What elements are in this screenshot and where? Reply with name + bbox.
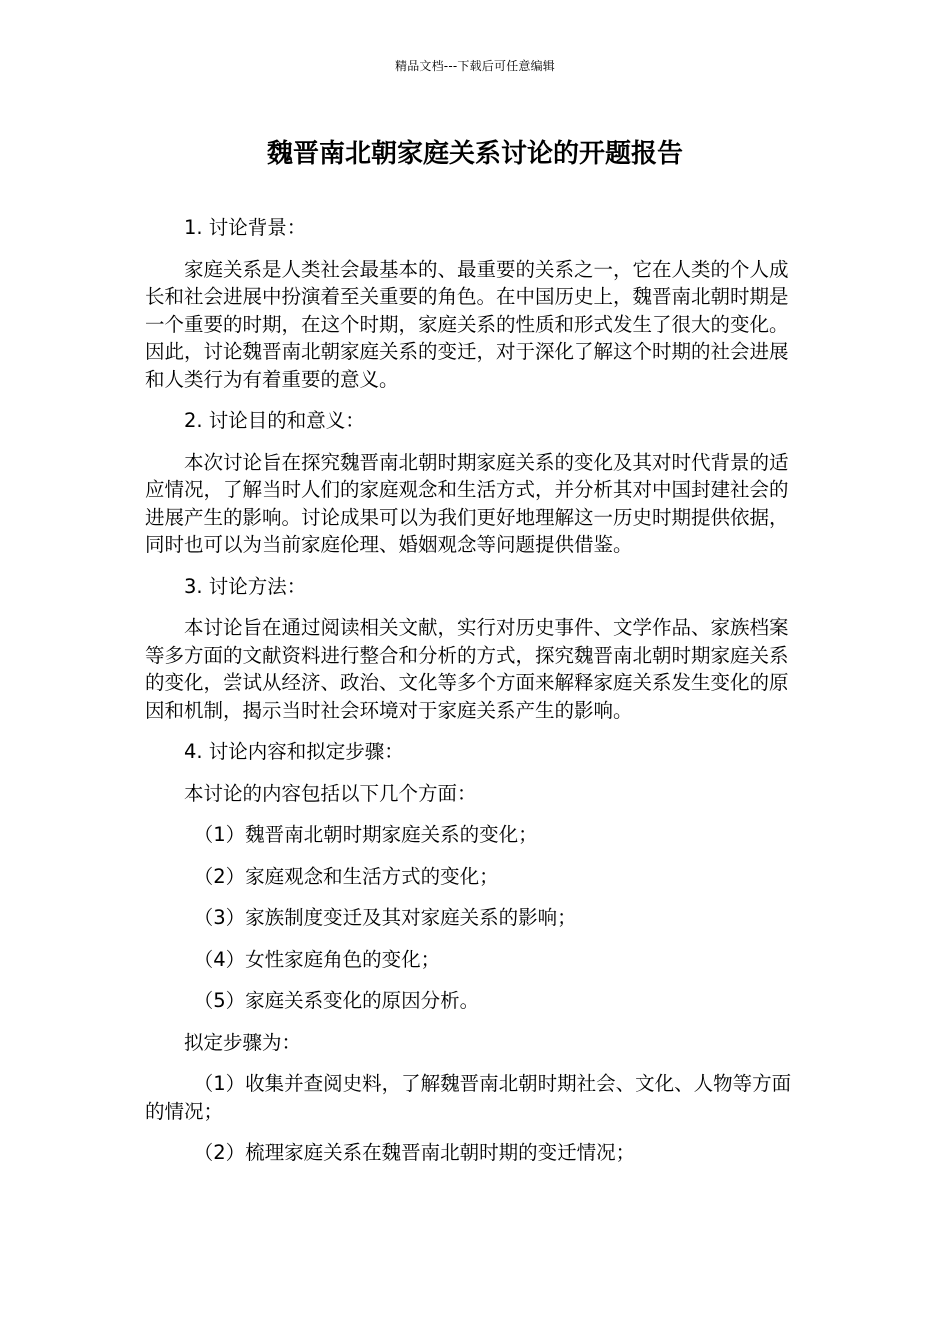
step-list-item: （1）收集并查阅史料，了解魏晋南北朝时期社会、文化、人物等方面的情况； (145, 1072, 792, 1123)
content-intro: 本讨论的内容包括以下几个方面： (184, 781, 477, 805)
header-note: 精品文档---下载后可任意编辑 (395, 59, 555, 73)
paragraph-method: 本讨论旨在通过阅读相关文献，实行对历史事件、文学作品、家族档案等多方面的文献资料进行整合和分析的方式，探究魏晋南北朝时期家庭关系的变化，尝试从经济、政治、文化等多个方面来解释家庭关系发生变化的原因和机制，揭示当时社会环境对于家庭关系产生的影响。 (145, 616, 789, 722)
content-list-item: （5）家庭关系变化的原因分析。 (193, 989, 480, 1012)
content-list-item: （1）魏晋南北朝时期家庭关系的变化； (193, 823, 538, 846)
document-body (145, 214, 807, 1181)
section-heading-background: 1. 讨论背景： (184, 216, 307, 239)
section-heading-method: 3. 讨论方法： (184, 574, 307, 598)
step-list-item: （2）梳理家庭关系在魏晋南北朝时期的变迁情况； (193, 1141, 636, 1164)
document-title: 魏晋南北朝家庭关系讨论的开题报告 (266, 139, 683, 169)
content-list-item: （2）家庭观念和生活方式的变化； (193, 864, 499, 888)
steps-intro: 拟定步骤为： (184, 1030, 302, 1054)
paragraph-background: 家庭关系是人类社会最基本的、最重要的关系之一，它在人类的个人成长和社会进展中扮演着至关重要的角色。在中国历史上，魏晋南北朝时期是一个重要的时期，在这个时期，家庭关系的性质和形式发生了很大的变化。因此，讨论魏晋南北朝家庭关系的变迁，对于深化了解这个时期的社会进展和人类行为有着重要的意义。 (145, 257, 789, 391)
content-list-item: （4）女性家庭角色的变化； (193, 947, 441, 971)
section-heading-content: 4. 讨论内容和拟定步骤： (184, 740, 404, 763)
paragraph-purpose: 本次讨论旨在探究魏晋南北朝时期家庭关系的变化及其对时代背景的适应情况，了解当时人们的家庭观念和生活方式，并分析其对中国封建社会的进展产生的影响。讨论成果可以为我们更好地理解这一历史时期提供依据，同时也可以为当前家庭伦理、婚姻观念等问题提供借鉴。 (145, 450, 789, 556)
section-heading-purpose: 2. 讨论目的和意义： (184, 409, 365, 432)
content-list-item: （3）家族制度变迁及其对家庭关系的影响； (193, 906, 577, 929)
